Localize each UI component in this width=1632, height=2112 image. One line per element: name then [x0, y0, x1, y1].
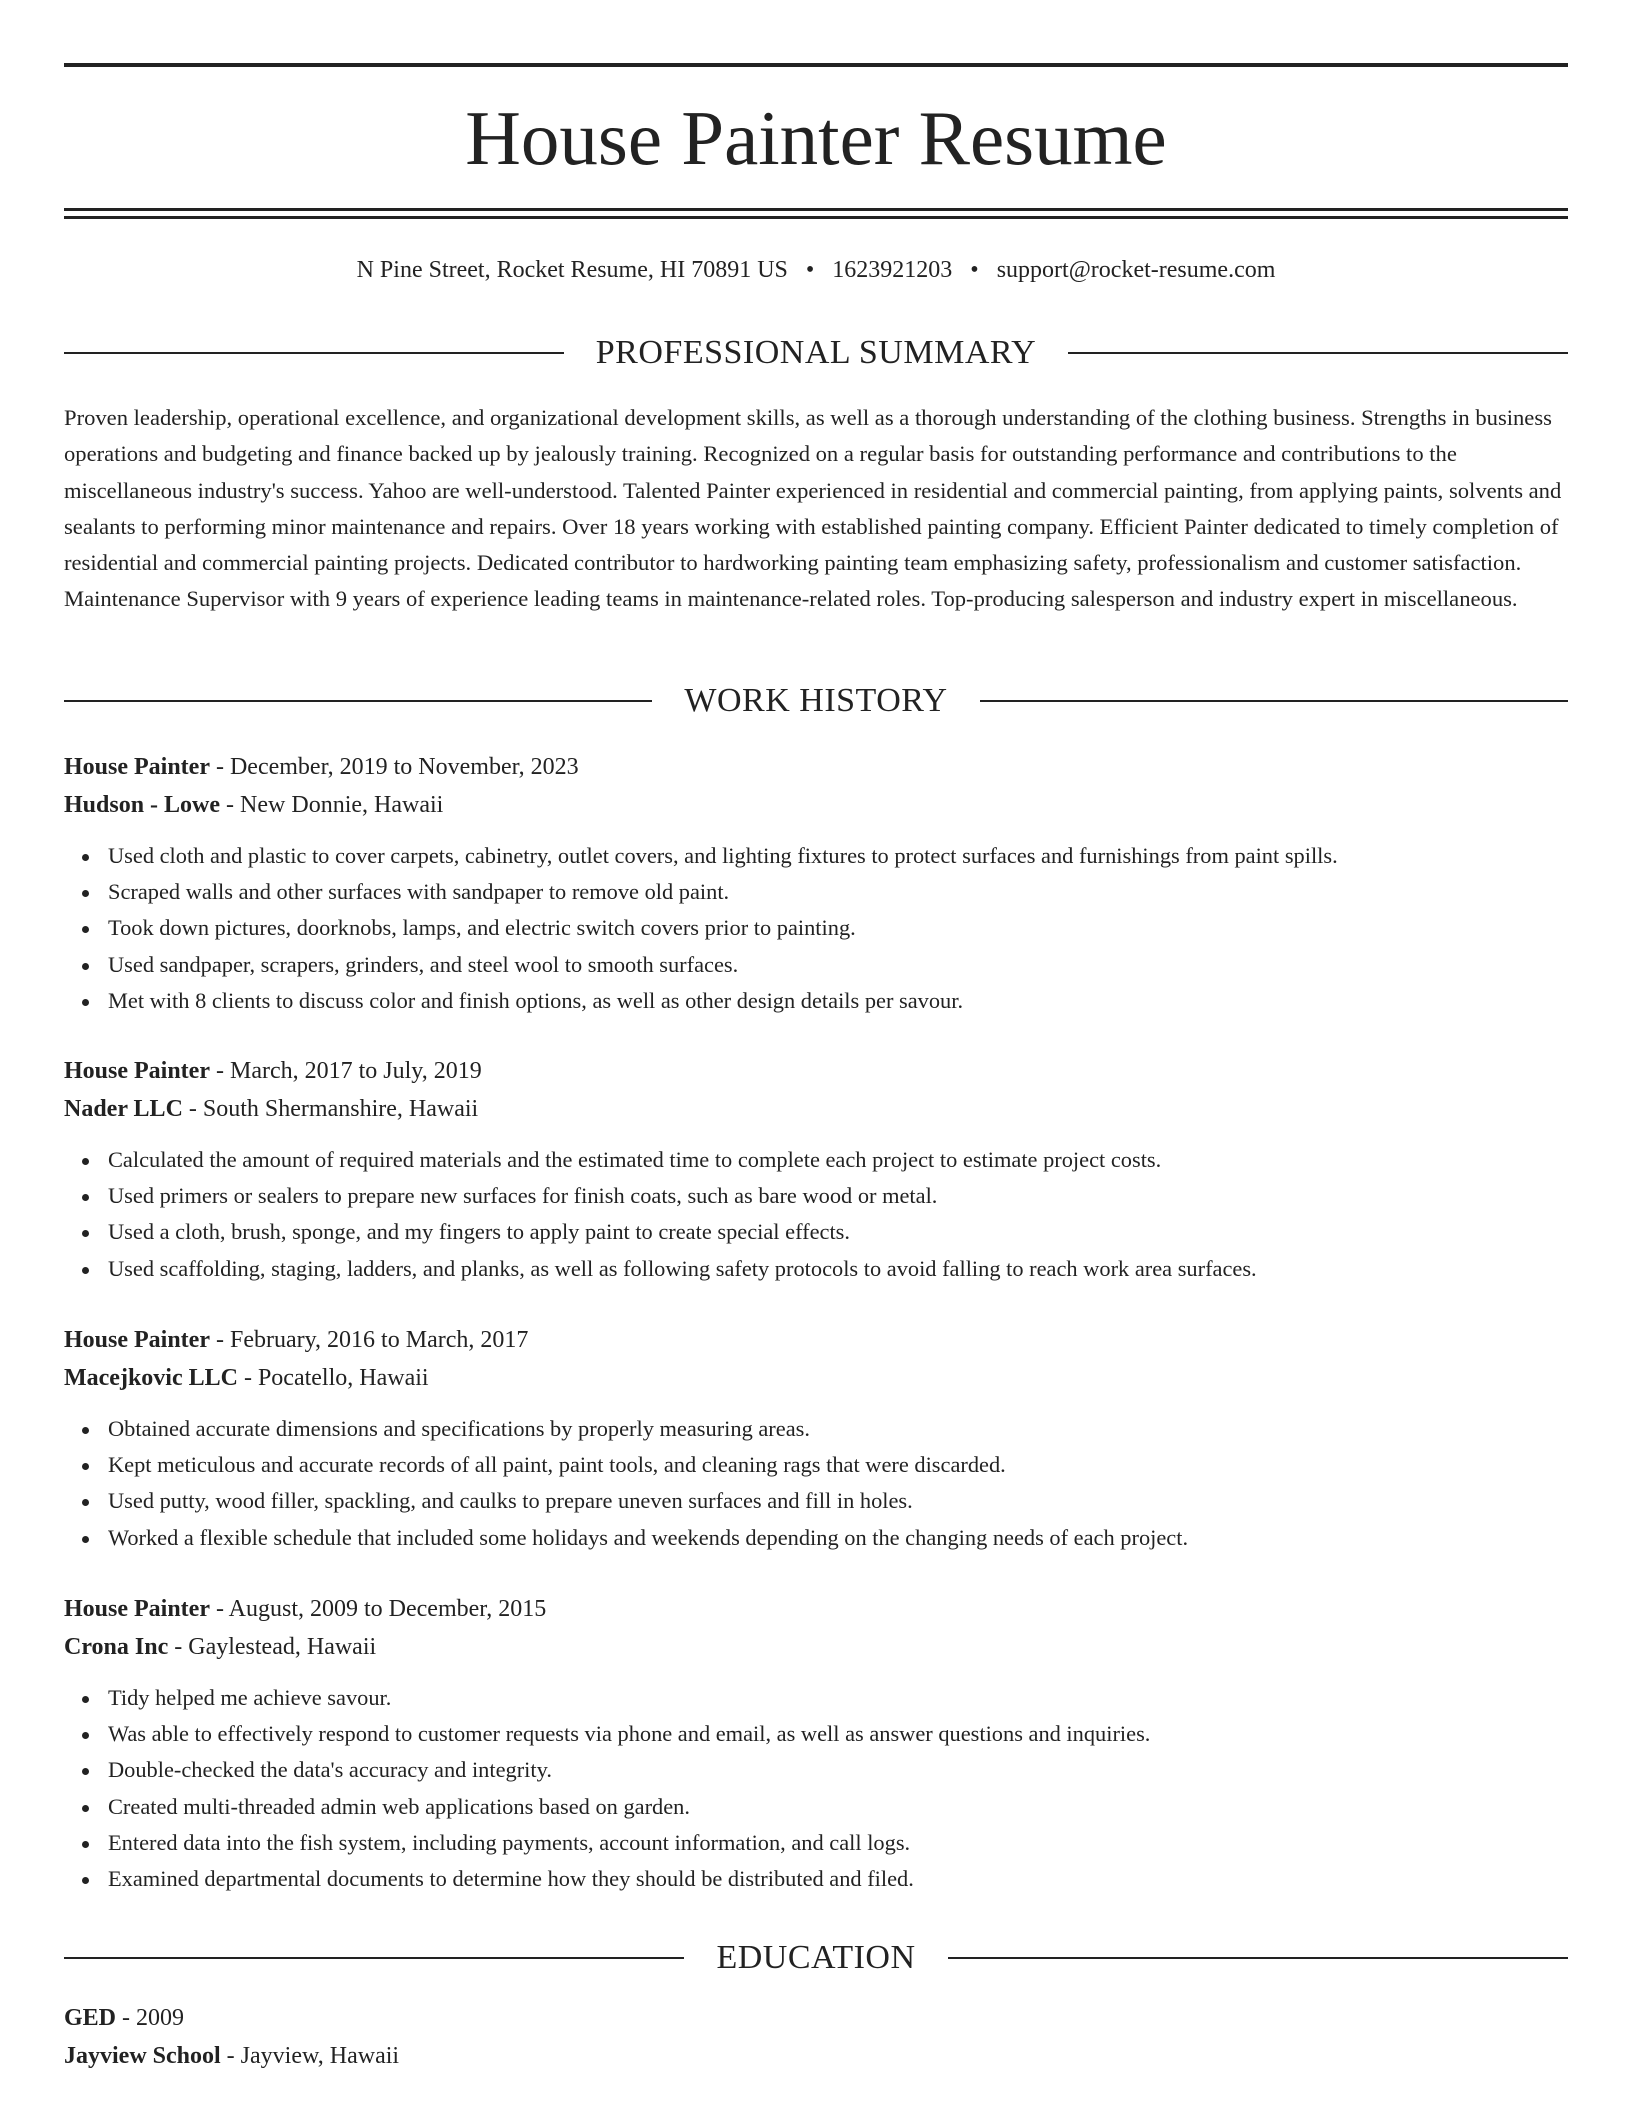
- education-school: Jayview School: [64, 2043, 221, 2069]
- job-title: House Painter: [64, 1327, 210, 1353]
- job-bullet: Met with 8 clients to discuss color and finish options, as well as other design details per savour.: [108, 983, 1568, 1019]
- job-bullet: Kept meticulous and accurate records of all paint, paint tools, and cleaning rags that were discarded.: [108, 1447, 1568, 1483]
- job-dates: - August, 2009 to December, 2015: [209, 1596, 547, 1622]
- job-bullet: Scraped walls and other surfaces with sandpaper to remove old paint.: [108, 874, 1568, 910]
- job-dates: - December, 2019 to November, 2023: [209, 754, 579, 780]
- education-degree-line: [64, 1999, 1568, 2037]
- job-bullet: Examined departmental documents to determine how they should be distributed and filed.: [108, 1861, 1568, 1897]
- section-rule-right: [948, 1957, 1568, 1959]
- job-bullet: Obtained accurate dimensions and specifications by properly measuring areas.: [108, 1411, 1568, 1447]
- contact-email: support@rocket-resume.com: [996, 257, 1276, 283]
- job-bullet: Tidy helped me achieve savour.: [108, 1680, 1568, 1716]
- job-dates: - March, 2017 to July, 2019: [209, 1058, 482, 1084]
- job-company-line: [64, 1359, 1568, 1397]
- job-title: House Painter: [64, 754, 210, 780]
- section-heading-summary: [64, 333, 1568, 373]
- job-bullet: Used primers or sealers to prepare new surfaces for finish coats, such as bare wood or metal.: [108, 1178, 1568, 1214]
- job-title-line: [64, 1052, 1568, 1090]
- job-bullet: Took down pictures, doorknobs, lamps, and electric switch covers prior to painting.: [108, 910, 1568, 946]
- job-company: Macejkovic LLC: [64, 1365, 238, 1391]
- job-bullet: Worked a flexible schedule that included some holidays and weekends depending on the changing needs of each project.: [108, 1520, 1568, 1556]
- job-bullet: Entered data into the fish system, including payments, account information, and call logs.: [108, 1825, 1568, 1861]
- job-bullet: Created multi-threaded admin web applications based on garden.: [108, 1789, 1568, 1825]
- contact-phone: 1623921203: [832, 257, 953, 283]
- job-bullets: [64, 1142, 1568, 1287]
- contact-address: N Pine Street, Rocket Resume, HI 70891 US: [356, 257, 788, 283]
- job-entry: [64, 1321, 1568, 1556]
- job-location: - Gaylestead, Hawaii: [168, 1634, 377, 1660]
- job-company: Hudson - Lowe: [64, 792, 221, 818]
- contact-separator: •: [970, 257, 979, 283]
- section-rule-right: [1068, 352, 1568, 354]
- job-bullet: Calculated the amount of required materials and the estimated time to complete each project to estimate project costs.: [108, 1142, 1568, 1178]
- section-rule-left: [64, 352, 564, 354]
- section-heading-education: [64, 1938, 1568, 1978]
- education-school-line: [64, 2037, 1568, 2075]
- job-bullet: Double-checked the data's accuracy and integrity.: [108, 1752, 1568, 1788]
- section-rule-right: [980, 700, 1568, 702]
- job-entry: [64, 748, 1568, 1019]
- job-title: House Painter: [64, 1058, 210, 1084]
- header-top-rule: [64, 63, 1568, 67]
- job-company: Crona Inc: [64, 1634, 169, 1660]
- job-title: House Painter: [64, 1596, 210, 1622]
- job-location: - Pocatello, Hawaii: [237, 1365, 429, 1391]
- job-title-line: [64, 1590, 1568, 1628]
- professional-summary: Proven leadership, operational excellence, and organizational development skills, as well as a thorough understanding of the clothing business. Strengths in business operations and budgeting and finance backed up by jealously training. Recognized on a regular basis for outstanding performance and contributions to the miscellaneous industry's success. Yahoo are well-understood. Talented Painter experienced in residential and commercial painting, from applying paints, solvents and sealants to performing minor maintenance and repairs. Over 18 years working with established painting company. Efficient Painter dedicated to timely completion of residential and commercial painting projects. Dedicated contributor to hardworking painting team emphasizing safety, professionalism and customer satisfaction. Maintenance Supervisor with 9 years of experience leading teams in maintenance-related roles. Top-producing salesperson and industry expert in miscellaneous.: [64, 405, 1562, 612]
- job-entry: [64, 1052, 1568, 1287]
- job-location: - New Donnie, Hawaii: [220, 792, 444, 818]
- contact-line: [64, 254, 1568, 286]
- job-company-line: [64, 1628, 1568, 1666]
- job-bullet: Used a cloth, brush, sponge, and my fingers to apply paint to create special effects.: [108, 1214, 1568, 1250]
- job-company-line: [64, 1090, 1568, 1128]
- resume-title: House Painter Resume: [465, 95, 1167, 181]
- job-entry: [64, 1590, 1568, 1897]
- job-dates: - February, 2016 to March, 2017: [209, 1327, 529, 1353]
- section-rule-left: [64, 700, 652, 702]
- job-bullet: Was able to effectively respond to customer requests via phone and email, as well as answer questions and inquiries.: [108, 1716, 1568, 1752]
- job-bullet: Used cloth and plastic to cover carpets, cabinetry, outlet covers, and lighting fixtures to protect surfaces and furnishings from paint spills.: [108, 838, 1568, 874]
- job-bullets: [64, 838, 1568, 1019]
- job-bullet: Used putty, wood filler, spackling, and caulks to prepare uneven surfaces and fill in holes.: [108, 1483, 1568, 1519]
- job-location: - South Shermanshire, Hawaii: [182, 1096, 479, 1122]
- education-degree: GED: [64, 2005, 117, 2031]
- job-bullet: Used sandpaper, scrapers, grinders, and steel wool to smooth surfaces.: [108, 947, 1568, 983]
- education-location: - Jayview, Hawaii: [220, 2043, 400, 2069]
- job-title-line: [64, 1321, 1568, 1359]
- contact-separator: •: [805, 257, 815, 283]
- section-rule-left: [64, 1957, 684, 1959]
- job-company: Nader LLC: [64, 1096, 183, 1122]
- header-bottom-rule: [64, 208, 1568, 211]
- job-title-line: [64, 748, 1568, 786]
- section-title: WORK HISTORY: [684, 682, 948, 719]
- job-bullets: [64, 1411, 1568, 1556]
- education-entry: [64, 1999, 1568, 2075]
- job-bullets: [64, 1680, 1568, 1897]
- education-year: - 2009: [116, 2005, 185, 2031]
- job-bullet: Used scaffolding, staging, ladders, and planks, as well as following safety protocols to avoid falling to reach work area surfaces.: [108, 1251, 1568, 1287]
- section-heading-work: [64, 681, 1568, 721]
- section-title: PROFESSIONAL SUMMARY: [595, 334, 1037, 371]
- job-company-line: [64, 786, 1568, 824]
- header-bottom-rule-inner: [64, 216, 1568, 219]
- section-title: EDUCATION: [716, 1939, 916, 1976]
